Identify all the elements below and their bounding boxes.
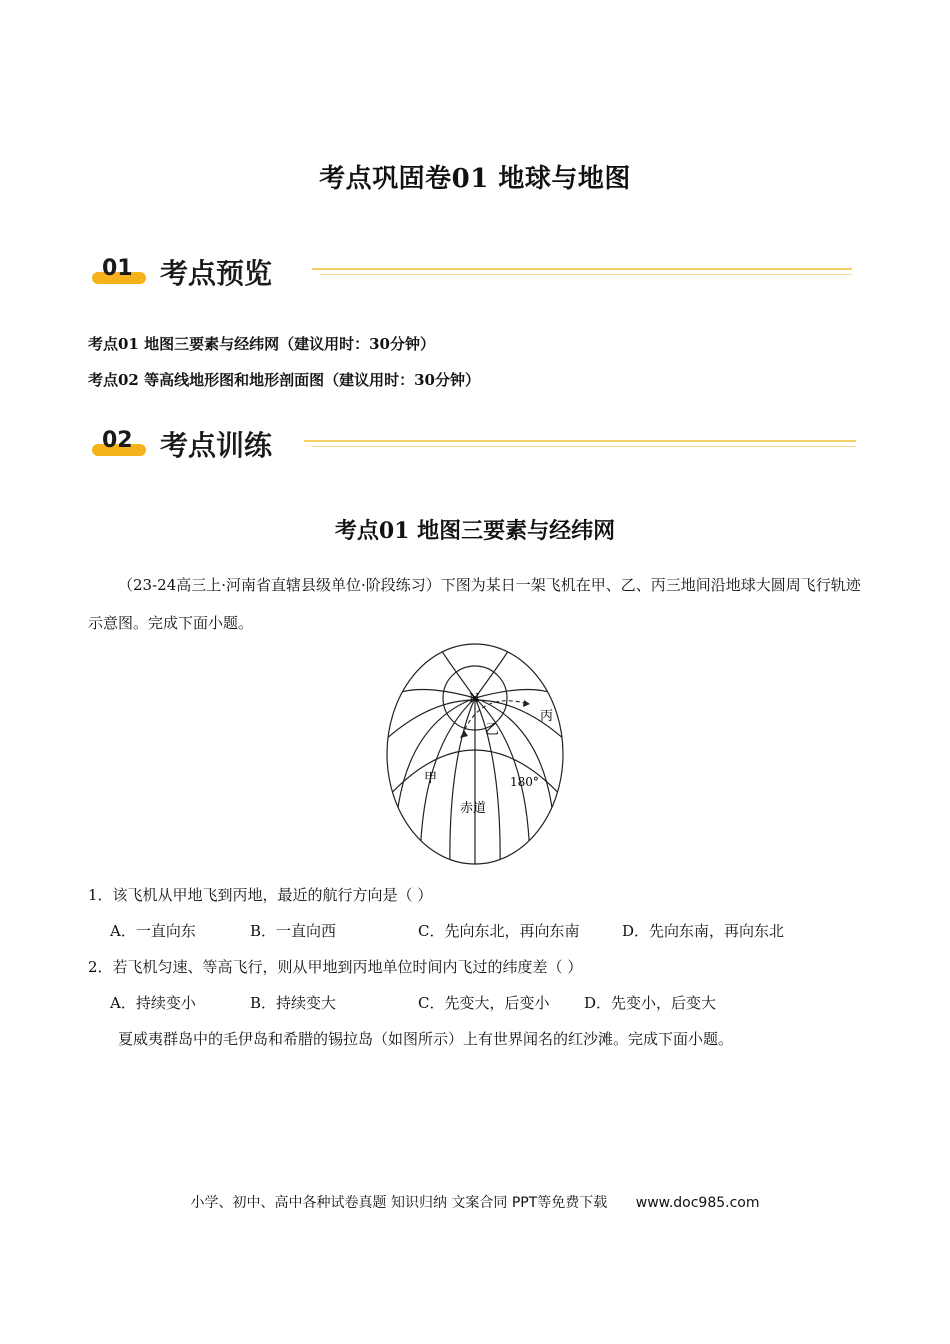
intro-paragraph: （23-24高三上·河南省直辖县级单位·阶段练习）下图为某日一架飞机在甲、乙、丙三地间沿地球大圆周飞行轨迹示意图。完成下面小题。	[88, 576, 861, 632]
section-number: 02	[102, 428, 133, 453]
overview-item-1: 考点01 地图三要素与经纬网（建议用时：30分钟）	[88, 335, 435, 353]
page-title: 考点巩固卷01 地球与地图	[319, 164, 631, 194]
footer-text: 小学、初中、高中各种试卷真题 知识归纳 文案合同 PPT等免费下载	[190, 1195, 608, 1211]
flight-arrow-icon	[460, 730, 468, 738]
question-1-option-d[interactable]: D．先向东南，再向东北	[622, 922, 785, 940]
equator-label: 赤道	[460, 801, 487, 816]
question-2-option-a[interactable]: A．持续变小	[110, 994, 196, 1012]
footer-site-link[interactable]: www.doc985.com	[635, 1195, 760, 1211]
meridian-line	[475, 640, 515, 698]
globe-flight-figure	[380, 640, 570, 870]
bing-label: 丙	[540, 709, 554, 724]
question-1-stem: 1．该飞机从甲地飞到丙地，最近的航行方向是（ ）	[88, 886, 433, 904]
overview-item-2: 考点02 等高线地形图和地形剖面图（建议用时：30分钟）	[88, 371, 480, 389]
next-intro-paragraph: 夏威夷群岛中的毛伊岛和希腊的锡拉岛（如图所示）上有世界闻名的红沙滩。完成下面小题。	[118, 1030, 734, 1048]
topic-heading: 考点01 地图三要素与经纬网	[334, 518, 616, 544]
flight-arrow-icon	[523, 700, 530, 707]
question-1-option-a[interactable]: A．一直向东	[110, 922, 196, 940]
section-divider	[312, 268, 852, 270]
meridian-line	[435, 640, 475, 698]
question-2-stem: 2．若飞机匀速、等高飞行，则从甲地到丙地单位时间内飞过的纬度差（ ）	[88, 958, 583, 976]
section-divider-thin	[312, 446, 856, 447]
question-2-option-c[interactable]: C．先变大，后变小	[418, 994, 550, 1012]
section-header-01	[92, 254, 862, 294]
page-footer	[0, 1192, 950, 1212]
section-header-02	[92, 426, 862, 466]
question-2-option-b[interactable]: B．持续变大	[250, 994, 337, 1012]
section-title: 考点预览	[160, 257, 273, 290]
yi-label: 乙	[485, 722, 499, 738]
longitude-label: 180°	[510, 775, 539, 789]
question-1-option-b[interactable]: B．一直向西	[250, 922, 337, 940]
section-divider-thin	[320, 274, 852, 275]
question-2-option-d[interactable]: D．先变小，后变大	[584, 994, 717, 1012]
question-1-option-c[interactable]: C．先向东北，再向东南	[418, 922, 580, 940]
section-divider	[304, 440, 856, 442]
north-label: N	[469, 691, 480, 705]
section-title: 考点训练	[160, 429, 273, 462]
jia-label: 甲	[424, 771, 438, 786]
section-number: 01	[102, 256, 133, 281]
